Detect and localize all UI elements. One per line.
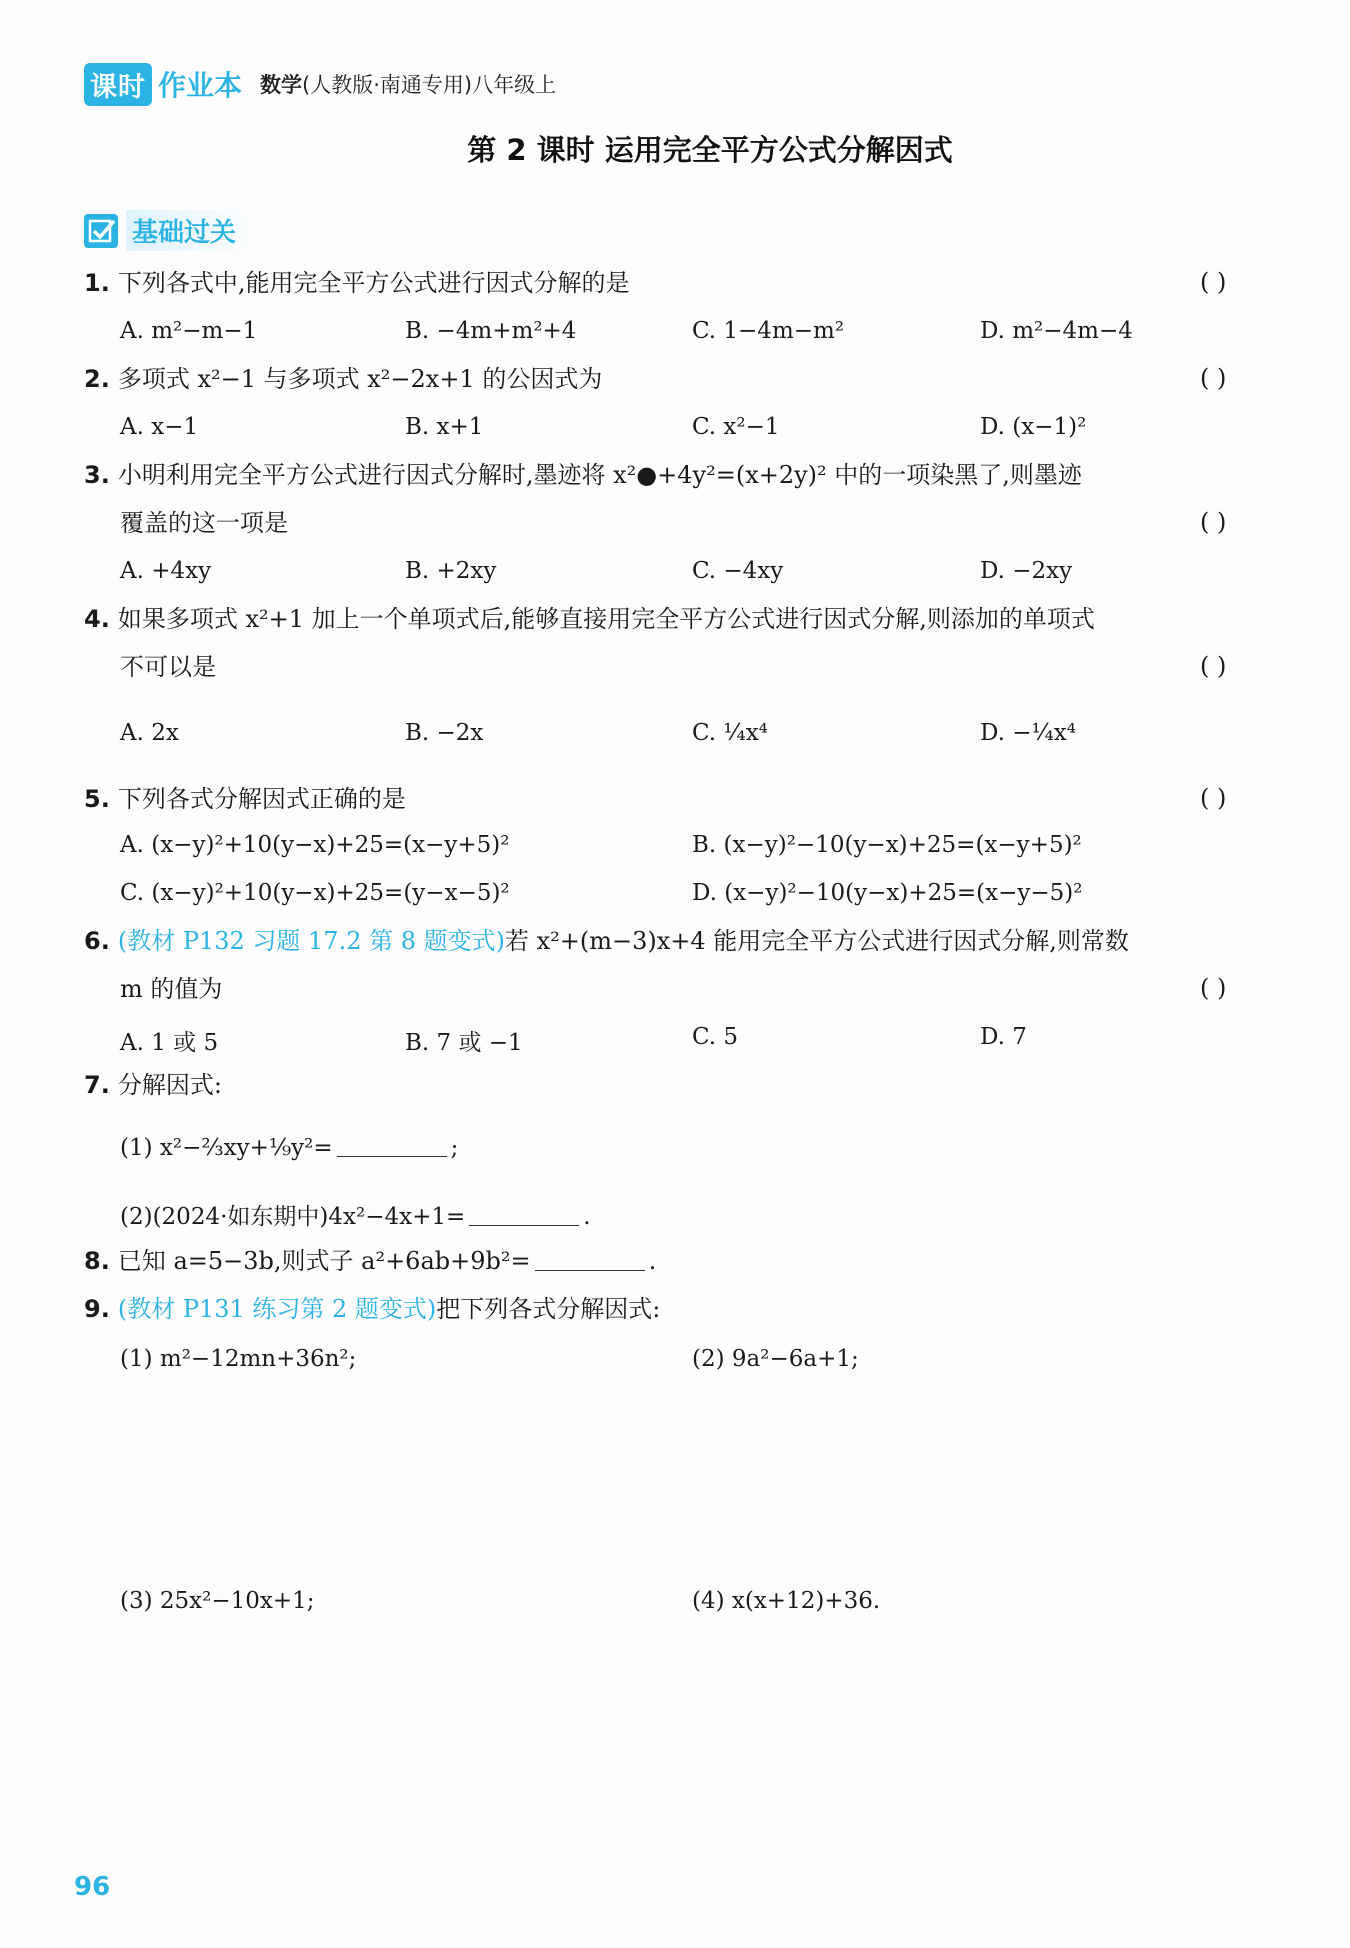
option-b[interactable]: B. 7 或 −1 (405, 1030, 523, 1056)
question-text: 把下列各式分解因式: (436, 1295, 661, 1323)
option-a[interactable]: A. (x−y)²+10(y−x)+25=(x−y+5)² (120, 832, 510, 858)
question-6 (84, 926, 1129, 956)
question-9 (84, 1294, 660, 1324)
option-c[interactable]: C. x²−1 (692, 414, 780, 440)
brand-name: 作业本 (158, 69, 243, 102)
question-number: 3. (84, 461, 110, 489)
question-number: 2. (84, 365, 110, 393)
checkbox-icon (84, 214, 118, 248)
section-heading (84, 210, 264, 251)
question-9-part-4: (4) x(x+12)+36. (692, 1588, 881, 1614)
question-number: 9. (84, 1295, 110, 1323)
option-c[interactable]: C. ¼x⁴ (692, 720, 768, 746)
answer-bracket[interactable]: ( ) (1200, 974, 1227, 1002)
option-d[interactable]: D. −¼x⁴ (980, 720, 1076, 746)
question-number: 8. (84, 1247, 110, 1275)
question-text: 多项式 x²−1 与多项式 x²−2x+1 的公因式为 (117, 365, 603, 393)
option-c[interactable]: C. −4xy (692, 558, 784, 584)
question-8: 8. 已知 a=5−3b,则式子 a²+6ab+9b²= . (84, 1247, 657, 1275)
question-4-continued: 不可以是 (120, 653, 216, 681)
question-text: 分解因式: (117, 1071, 222, 1099)
question-9-part-1: (1) m²−12mn+36n²; (120, 1346, 357, 1372)
option-a[interactable]: A. 1 或 5 (120, 1030, 219, 1056)
lesson-title: 第 2 课时 运用完全平方公式分解因式 (467, 133, 953, 167)
edition-label: (人教版·南通专用)八年级上 (302, 73, 557, 97)
question-number: 6. (84, 927, 110, 955)
question-6-continued: m 的值为 (120, 975, 223, 1003)
question-text: 已知 a=5−3b,则式子 a²+6ab+9b²= (117, 1247, 531, 1275)
book-subtitle (260, 69, 556, 99)
option-a[interactable]: A. x−1 (120, 414, 199, 440)
question-text: 下列各式分解因式正确的是 (117, 785, 406, 813)
option-b[interactable]: B. x+1 (405, 414, 484, 440)
answer-blank[interactable] (469, 1203, 579, 1226)
question-text: 若 x²+(m−3)x+4 能用完全平方公式进行因式分解,则常数 (505, 927, 1129, 955)
question-text: 下列各式中,能用完全平方公式进行因式分解的是 (117, 269, 630, 297)
question-3-continued: 覆盖的这一项是 (120, 509, 288, 537)
option-c[interactable]: C. 1−4m−m² (692, 318, 845, 344)
option-c[interactable]: C. (x−y)²+10(y−x)+25=(y−x−5)² (120, 880, 510, 906)
option-b[interactable]: B. −2x (405, 720, 484, 746)
brand-badge: 课时 (84, 63, 152, 106)
header-brand (84, 64, 556, 104)
answer-bracket[interactable]: ( ) (1200, 784, 1227, 812)
option-b[interactable]: B. +2xy (405, 558, 497, 584)
option-b[interactable]: B. (x−y)²−10(y−x)+25=(x−y+5)² (692, 832, 1082, 858)
answer-bracket[interactable]: ( ) (1200, 268, 1227, 296)
answer-bracket[interactable]: ( ) (1200, 508, 1227, 536)
section-title: 基础过关 (126, 210, 264, 251)
question-number: 4. (84, 605, 110, 633)
option-a[interactable]: A. +4xy (120, 558, 212, 584)
question-7 (84, 1070, 222, 1100)
question-9-part-3: (3) 25x²−10x+1; (120, 1588, 315, 1614)
question-4 (84, 604, 1095, 634)
question-9-part-2: (2) 9a²−6a+1; (692, 1346, 859, 1372)
option-c[interactable]: C. 5 (692, 1024, 739, 1050)
option-d[interactable]: D. (x−1)² (980, 414, 1087, 440)
option-a[interactable]: A. m²−m−1 (120, 318, 258, 344)
question-7-part-1: (1) x²−⅔xy+⅑y²= ; (120, 1135, 459, 1161)
option-d[interactable]: D. (x−y)²−10(y−x)+25=(x−y−5)² (692, 880, 1083, 906)
question-text: 小明利用完全平方公式进行因式分解时,墨迹将 x²●+4y²=(x+2y)² 中的一项染黑了,则墨迹 (117, 461, 1082, 489)
textbook-source: (教材 P131 练习第 2 题变式) (117, 1295, 437, 1323)
option-d[interactable]: D. −2xy (980, 558, 1073, 584)
question-number: 5. (84, 785, 110, 813)
answer-blank[interactable] (337, 1134, 447, 1157)
answer-blank[interactable] (535, 1248, 645, 1271)
question-text: 如果多项式 x²+1 加上一个单项式后,能够直接用完全平方公式进行因式分解,则添加的单项式 (117, 605, 1095, 633)
sub-question-text: (2)(2024·如东期中)4x²−4x+1= (120, 1204, 466, 1230)
option-a[interactable]: A. 2x (120, 720, 179, 746)
option-d[interactable]: D. 7 (980, 1024, 1027, 1050)
question-5 (84, 784, 406, 814)
question-2 (84, 364, 602, 394)
page-number: 96 (74, 1872, 111, 1902)
textbook-source: (教材 P132 习题 17.2 第 8 题变式) (117, 927, 505, 955)
question-1 (84, 268, 629, 298)
subject-label: 数学 (260, 73, 303, 97)
answer-bracket[interactable]: ( ) (1200, 364, 1227, 392)
option-d[interactable]: D. m²−4m−4 (980, 318, 1133, 344)
answer-bracket[interactable]: ( ) (1200, 652, 1227, 680)
option-b[interactable]: B. −4m+m²+4 (405, 318, 577, 344)
sub-question-text: (1) x²−⅔xy+⅑y²= (120, 1135, 333, 1161)
question-number: 7. (84, 1071, 110, 1099)
question-3 (84, 460, 1082, 490)
question-number: 1. (84, 269, 110, 297)
question-7-part-2: (2)(2024·如东期中)4x²−4x+1= . (120, 1204, 591, 1230)
